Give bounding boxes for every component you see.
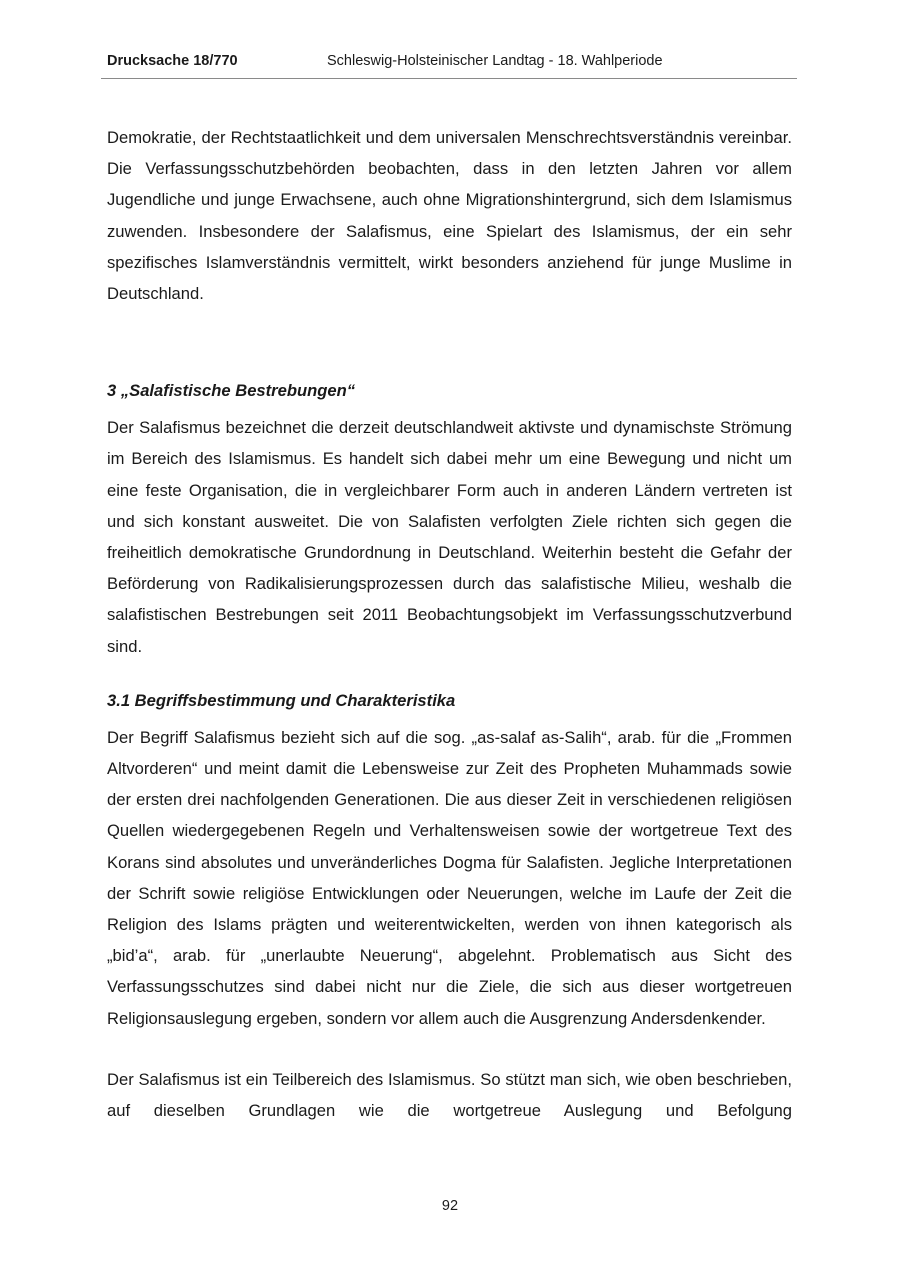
page-body — [107, 122, 792, 1126]
section-3-1-paragraph-1: Der Begriff Salafismus bezieht sich auf die sog. „as-salaf as-Salih“, arab. für die „Frommen Altvorderen“ und meint damit die Lebensweise zur Zeit des Propheten Muhammads sowie der ersten drei nachfolgenden Generationen. Die aus dieser Zeit in verschiedenen religiösen Quellen wiedergegebenen Regeln und Verhaltensweisen sowie der wortgetreue Text des Korans sind absolutes und unveränderliches Dogma für Salafisten. Jegliche Interpretationen der Schrift sowie religiöse Entwicklungen oder Neuerungen, welche im Laufe der Zeit die Religion des Islams prägten und weiterentwickelten, werden von ihnen kategorisch als „bid’a“, arab. für „unerlaubte Neuerung“, abgelehnt. Problematisch aus Sicht des Verfassungsschutzes sind dabei nicht nur die Ziele, die sich aus dieser wortgetreuen Religionsauslegung ergeben, sondern vor allem auch die Ausgrenzung Andersdenkender. — [107, 727, 792, 1028]
section-heading-3: 3 „Salafistische Bestrebungen“ — [107, 381, 356, 401]
document-number: Drucksache 18/770 — [107, 53, 238, 69]
page-header — [101, 52, 797, 79]
parliament-title: Schleswig-Holsteinischer Landtag - 18. Wahlperiode — [327, 53, 663, 69]
section-3-paragraph: Der Salafismus bezeichnet die derzeit deutschlandweit aktivste und dynamischste Strömung im Bereich des Islamismus. Es handelt sich dabei mehr um eine Bewegung und nicht um eine feste Organisation, die in vergleichbarer Form auch in anderen Ländern vertreten ist und sich konstant ausweitet. Die von Salafisten verfolgten Ziele richten sich gegen die freiheitlich demokratische Grundordnung in Deutschland. Weiterhin besteht die Gefahr der Beförderung von Radikalisierungsprozessen durch das salafistische Milieu, weshalb die salafistischen Bestrebungen seit 2011 Beobachtungsobjekt im Verfassungsschutzverbund sind. — [107, 418, 792, 656]
page-number: 92 — [441, 1198, 459, 1214]
section-heading-3-1: 3.1 Begriffsbestimmung und Charakteristika — [107, 690, 456, 710]
intro-paragraph: Demokratie, der Rechtstaatlichkeit und dem universalen Menschrechtsverständnis vereinbar. Die Verfassungsschutzbehörden beobachten, dass in den letzten Jahren vor allem Jugendliche und junge Erwachsene, auch ohne Migrationshintergrund, sich dem Islamismus zuwenden. Insbesondere der Salafismus, eine Spielart des Islamismus, der ein sehr spezifisches Islamverständnis vermittelt, wirkt besonders anziehend für junge Muslime in Deutschland. — [107, 128, 792, 304]
section-3-1-paragraph-2: Der Salafismus ist ein Teilbereich des Islamismus. So stützt man sich, wie oben beschrieben, auf dieselben Grundlagen wie die wortgetreue Auslegung und Befolgung — [107, 1069, 792, 1121]
